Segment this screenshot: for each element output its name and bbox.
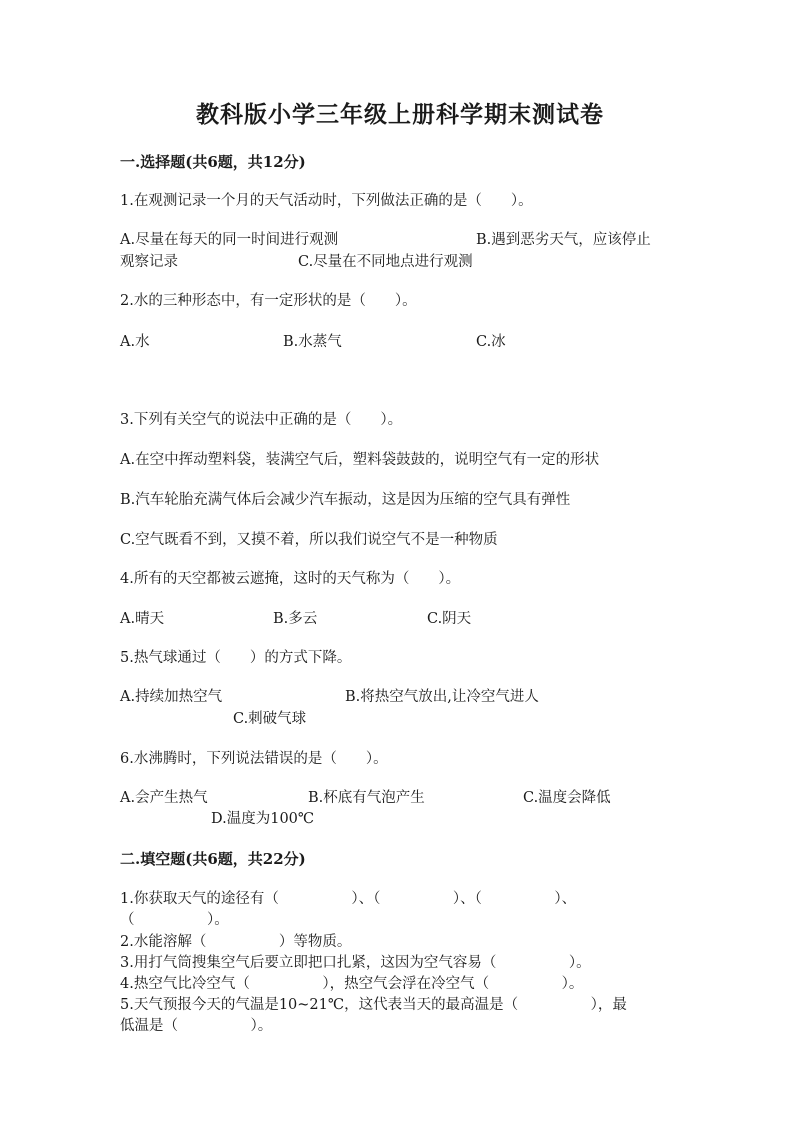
question-3-option-c: C.空气既看不到，又摸不着，所以我们说空气不是一种物质 [120,532,498,548]
question-5-option-c: C.刺破气球 [233,711,307,727]
fill-blank-line: 5.天气预报今天的气温是10~21℃，这代表当天的最高温是（ ），最 [120,997,627,1013]
question-3-option-a: A.在空中挥动塑料袋，装满空气后，塑料袋鼓鼓的，说明空气有一定的形状 [120,452,600,468]
fill-blank-line: 4.热空气比冷空气（ ），热空气会浮在冷空气（ ）。 [120,976,584,992]
fill-blank-line: 3.用打气筒搜集空气后要立即把口扎紧，这因为空气容易（ ）。 [120,955,591,971]
question-5-option-b: B.将热空气放出,让冷空气进人 [345,689,539,705]
page-title: 教科版小学三年级上册科学期末测试卷 [196,101,604,128]
question-6-option-b: B.杯底有气泡产生 [308,790,425,806]
question-6-option-d: D.温度为100℃ [211,811,315,827]
question-2-stem: 2.水的三种形态中，有一定形状的是（ ）。 [120,293,417,309]
question-2-option-a: A.水 [120,334,150,350]
question-1-stem: 1.在观测记录一个月的天气活动时，下列做法正确的是（ ）。 [120,193,533,209]
question-1-option-a: A.尽量在每天的同一时间进行观测 [120,232,339,248]
fill-blank-line: （ ）。 [120,912,229,928]
question-1-option-c: C.尽量在不同地点进行观测 [298,254,473,270]
question-3-stem: 3.下列有关空气的说法中正确的是（ ）。 [120,412,403,428]
question-4-stem: 4.所有的天空都被云遮掩，这时的天气称为（ ）。 [120,571,461,587]
section-heading-fill-blank: 二.填空题(共6题，共22分) [120,850,306,868]
question-4-option-a: A.晴天 [120,611,165,627]
question-2-option-b: B.水蒸气 [283,334,342,350]
question-6-stem: 6.水沸腾时，下列说法错误的是（ ）。 [120,751,388,767]
question-4-option-b: B.多云 [273,611,318,627]
fill-blank-line: 低温是（ ）。 [120,1018,273,1034]
fill-blank-line: 1.你获取天气的途径有（ ）、（ ）、（ ）、 [120,891,577,907]
question-6-option-a: A.会产生热气 [120,790,208,806]
question-4-option-c: C.阴天 [427,611,472,627]
question-1-option-b-continued: 观察记录 [120,254,178,270]
question-6-option-c: C.温度会降低 [523,790,611,806]
section-heading-choice: 一.选择题(共6题，共12分) [120,153,306,171]
question-5-option-a: A.持续加热空气 [120,689,223,705]
fill-blank-line: 2.水能溶解（ ）等物质。 [120,934,352,950]
question-2-option-c: C.冰 [476,334,506,350]
question-3-option-b: B.汽车轮胎充满气体后会减少汽车振动，这是因为压缩的空气具有弹性 [120,492,571,508]
question-5-stem: 5.热气球通过（ ）的方式下降。 [120,650,352,666]
question-1-option-b: B.遇到恶劣天气，应该停止 [476,232,651,248]
